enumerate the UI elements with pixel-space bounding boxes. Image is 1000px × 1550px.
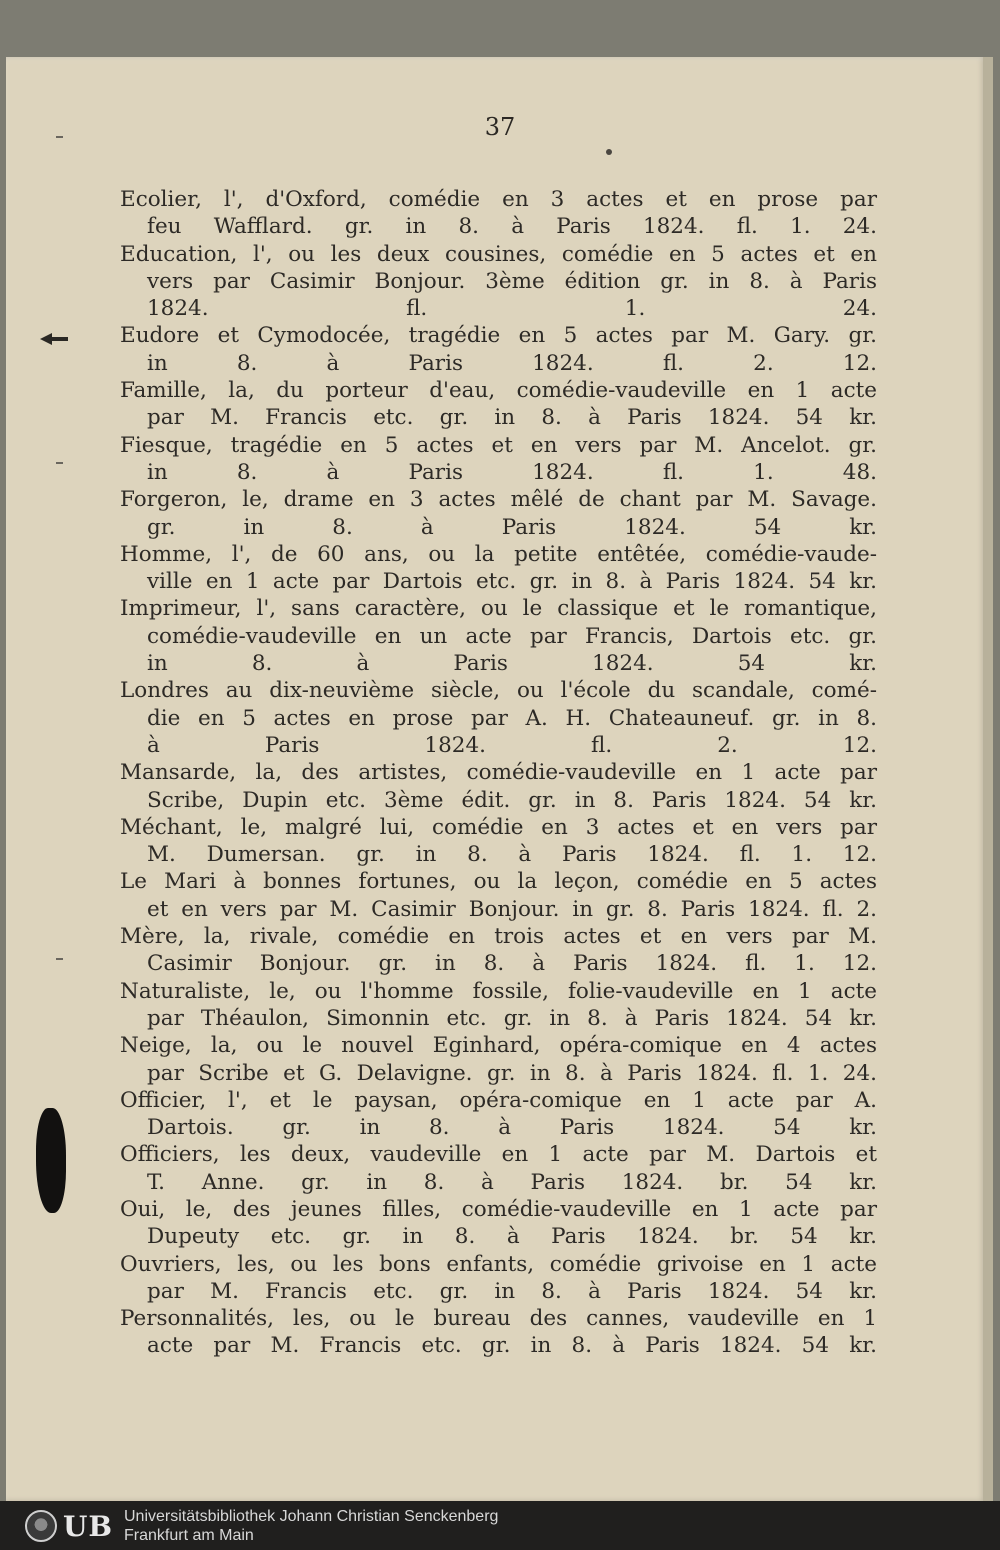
entry-first-line: Mansarde, la, des artistes, comédie-vaudeville en 1 acte par [120, 760, 877, 786]
library-name-line1: Universitätsbibliothek Johann Christian Senckenberg [124, 1508, 499, 1525]
entry-continuation-line: vers par Casimir Bonjour. 3ème édition gr. in 8. à Paris [147, 268, 877, 294]
pointing-hand-mark [40, 332, 70, 346]
entry-first-line: Education, l', ou les deux cousines, comédie en 5 actes et en [120, 241, 877, 267]
entry-continuation-line: in 8. à Paris 1824. 54 kr. [147, 651, 877, 677]
entry-first-line: Ouvriers, les, ou les bons enfants, comédie grivoise en 1 acte [120, 1251, 877, 1277]
entry-first-line: Le Mari à bonnes fortunes, ou la leçon, comédie en 5 actes [120, 869, 877, 895]
page-number: 37 [484, 113, 516, 141]
entry-continuation-line: in 8. à Paris 1824. fl. 1. 48. [147, 459, 877, 485]
entry-first-line: Famille, la, du porteur d'eau, comédie-vaudeville en 1 acte [120, 378, 877, 404]
entry-continuation-line: gr. in 8. à Paris 1824. 54 kr. [147, 514, 877, 540]
footer-bar [0, 1501, 1000, 1550]
library-name [124, 1507, 498, 1545]
entry-continuation-line: à Paris 1824. fl. 2. 12. [147, 732, 877, 758]
entry-continuation-line: M. Dumersan. gr. in 8. à Paris 1824. fl. 1. 12. [147, 842, 877, 868]
entry-first-line: Neige, la, ou le nouvel Eginhard, opéra-comique en 4 actes [120, 1033, 877, 1059]
entry-continuation-line: 1824. fl. 1. 24. [147, 296, 877, 322]
entry-first-line: Oui, le, des jeunes filles, comédie-vaudeville en 1 acte par [120, 1196, 877, 1222]
entry-first-line: Eudore et Cymodocée, tragédie en 5 actes par M. Gary. gr. [120, 323, 877, 349]
entry-continuation-line: par Théaulon, Simonnin etc. gr. in 8. à Paris 1824. 54 kr. [147, 1005, 877, 1031]
library-name-line2: Frankfurt am Main [124, 1527, 254, 1544]
entry-continuation-line: par M. Francis etc. gr. in 8. à Paris 1824. 54 kr. [147, 1278, 877, 1304]
entry-continuation-line: par Scribe et G. Delavigne. gr. in 8. à Paris 1824. fl. 1. 24. [147, 1060, 877, 1086]
entry-continuation-line: die en 5 actes en prose par A. H. Chateauneuf. gr. in 8. [147, 705, 877, 731]
entry-continuation-line: in 8. à Paris 1824. fl. 2. 12. [147, 350, 877, 376]
entry-first-line: Personnalités, les, ou le bureau des cannes, vaudeville en 1 [120, 1306, 877, 1332]
entry-continuation-line: comédie-vaudeville en un acte par Francis, Dartois etc. gr. [147, 623, 877, 649]
entry-first-line: Londres au dix-neuvième siècle, ou l'école du scandale, comé- [120, 678, 877, 704]
entry-first-line: Officiers, les deux, vaudeville en 1 acte par M. Dartois et [120, 1142, 877, 1168]
entry-first-line: Mère, la, rivale, comédie en trois actes et en vers par M. [120, 924, 877, 950]
entry-continuation-line: T. Anne. gr. in 8. à Paris 1824. br. 54 kr. [147, 1169, 877, 1195]
entry-continuation-line: et en vers par M. Casimir Bonjour. in gr. 8. Paris 1824. fl. 2. [147, 896, 877, 922]
entry-first-line: Imprimeur, l', sans caractère, ou le classique et le romantique, [120, 596, 877, 622]
entry-first-line: Homme, l', de 60 ans, ou la petite entêtée, comédie-vaude- [120, 541, 877, 567]
entry-continuation-line: par M. Francis etc. gr. in 8. à Paris 1824. 54 kr. [147, 405, 877, 431]
seal-icon [25, 1510, 57, 1542]
entry-continuation-line: acte par M. Francis etc. gr. in 8. à Paris 1824. 54 kr. [147, 1333, 877, 1359]
margin-mark [56, 462, 63, 464]
entry-first-line: Fiesque, tragédie en 5 actes et en vers par M. Ancelot. gr. [120, 432, 877, 458]
catalogue-entries [120, 186, 877, 1360]
entry-continuation-line: ville en 1 acte par Dartois etc. gr. in 8. à Paris 1824. 54 kr. [147, 569, 877, 595]
logo-text: UB [63, 1509, 114, 1543]
entry-continuation-line: feu Wafflard. gr. in 8. à Paris 1824. fl. 1. 24. [147, 214, 877, 240]
entry-continuation-line: Dartois. gr. in 8. à Paris 1824. 54 kr. [147, 1115, 877, 1141]
entry-first-line: Ecolier, l', d'Oxford, comédie en 3 actes et en prose par [120, 187, 877, 212]
ink-blot [36, 1108, 66, 1213]
library-logo[interactable] [25, 1509, 115, 1543]
entry-continuation-line: Dupeuty etc. gr. in 8. à Paris 1824. br. 54 kr. [147, 1224, 877, 1250]
entry-first-line: Forgeron, le, drame en 3 actes mêlé de chant par M. Savage. [120, 487, 877, 513]
page-edge [983, 57, 993, 1501]
entry-first-line: Naturaliste, le, ou l'homme fossile, folie-vaudeville en 1 acte [120, 978, 877, 1004]
entry-continuation-line: Casimir Bonjour. gr. in 8. à Paris 1824. fl. 1. 12. [147, 951, 877, 977]
entry-first-line: Officier, l', et le paysan, opéra-comique en 1 acte par A. [120, 1087, 877, 1113]
entry-first-line: Méchant, le, malgré lui, comédie en 3 actes et en vers par [120, 814, 877, 840]
margin-mark [56, 136, 63, 138]
entry-continuation-line: Scribe, Dupin etc. 3ème édit. gr. in 8. Paris 1824. 54 kr. [147, 787, 877, 813]
margin-mark [56, 958, 63, 960]
ink-speck [606, 149, 612, 155]
